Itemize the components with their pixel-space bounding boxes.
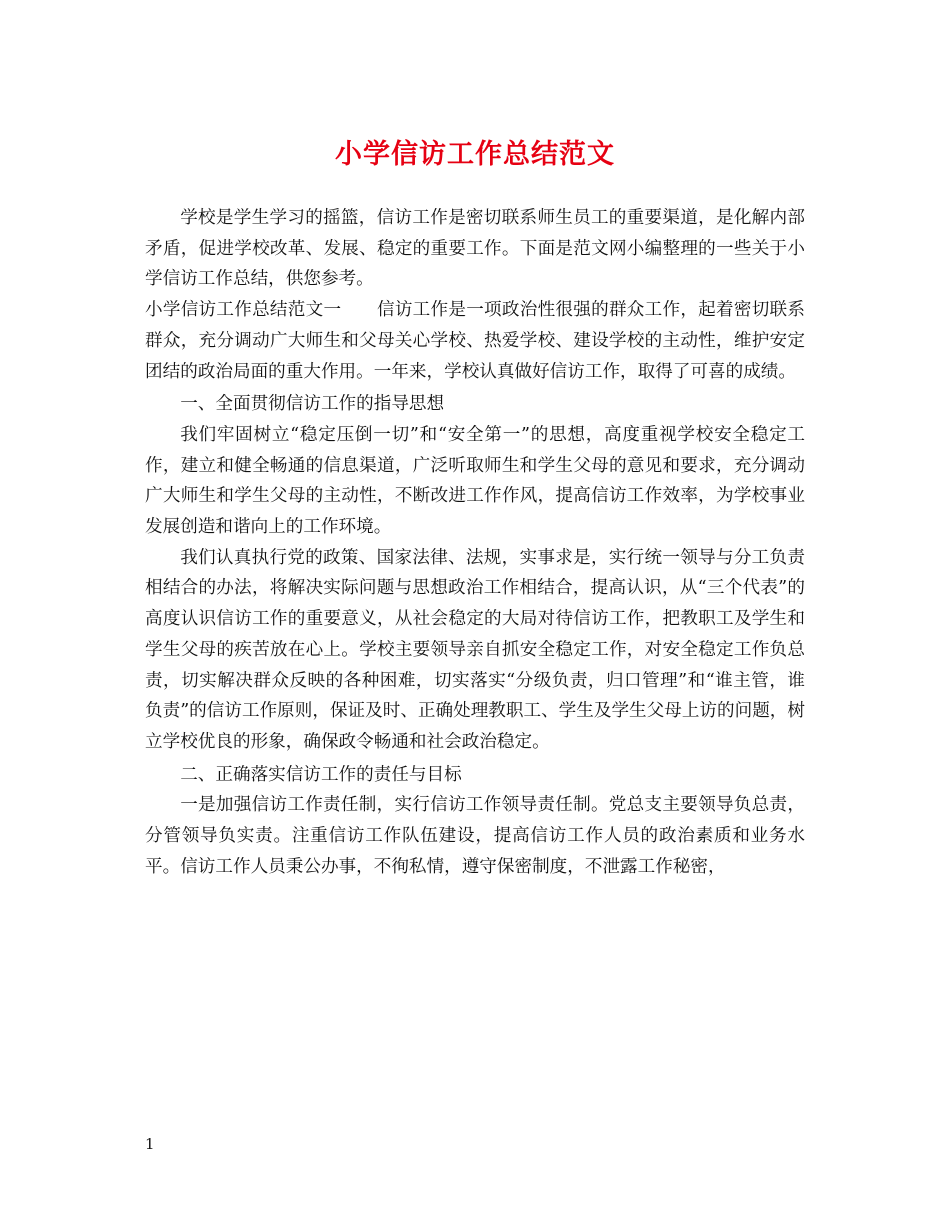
document-title: 小学信访工作总结范文: [335, 139, 615, 170]
page-number: 1: [145, 1135, 155, 1153]
intro-paragraph: 学校是学生学习的摇篮，信访工作是密切联系师生员工的重要渠道，是化解内部矛盾，促进学校改革、发展、稳定的重要工作。下面是范文网小编整理的一些关于小学信访工作总结，供您参考。: [145, 208, 805, 290]
body-paragraph: 一是加强信访工作责任制，实行信访工作领导责任制。党总支主要领导负总责，分管领导负实责。注重信访工作队伍建设，提高信访工作人员的政治素质和业务水平。信访工作人员秉公办事，不徇私情，遵守保密制度，不泄露工作秘密，: [145, 795, 805, 877]
sample-one-paragraph: 小学信访工作总结范文一 信访工作是一项政治性很强的群众工作，起着密切联系群众，充分调动广大师生和父母关心学校、热爱学校、建设学校的主动性，维护安定团结的政治局面的重大作用。一年来，学校认真做好信访工作，取得了可喜的成绩。: [145, 300, 805, 382]
document-body: [145, 203, 805, 882]
section-heading-1: 一、全面贯彻信访工作的指导思想: [180, 394, 445, 415]
body-paragraph: 我们认真执行党的政策、国家法律、法规，实事求是，实行统一领导与分工负责相结合的办法，将解决实际问题与思想政治工作相结合，提高认识，从“三个代表”的高度认识信访工作的重要意义，从社会稳定的大局对待信访工作，把教职工及学生和学生父母的疾苦放在心上。学校主要领导亲自抓安全稳定工作，对安全稳定工作负总责，切实解决群众反映的各种困难，切实落实“分级负责，归口管理”和“谁主管，谁负责”的信访工作原则，保证及时、正确处理教职工、学生及学生父母上访的问题，树立学校优良的形象，确保政令畅通和社会政治稳定。: [145, 547, 805, 752]
section-heading-2: 二、正确落实信访工作的责任与目标: [180, 764, 462, 785]
body-paragraph: 我们牢固树立“稳定压倒一切”和“安全第一”的思想，高度重视学校安全稳定工作，建立和健全畅通的信息渠道，广泛听取师生和学生父母的意见和要求，充分调动广大师生和学生父母的主动性，不断改进工作作风，提高信访工作效率，为学校事业发展创造和谐向上的工作环境。: [145, 424, 805, 538]
